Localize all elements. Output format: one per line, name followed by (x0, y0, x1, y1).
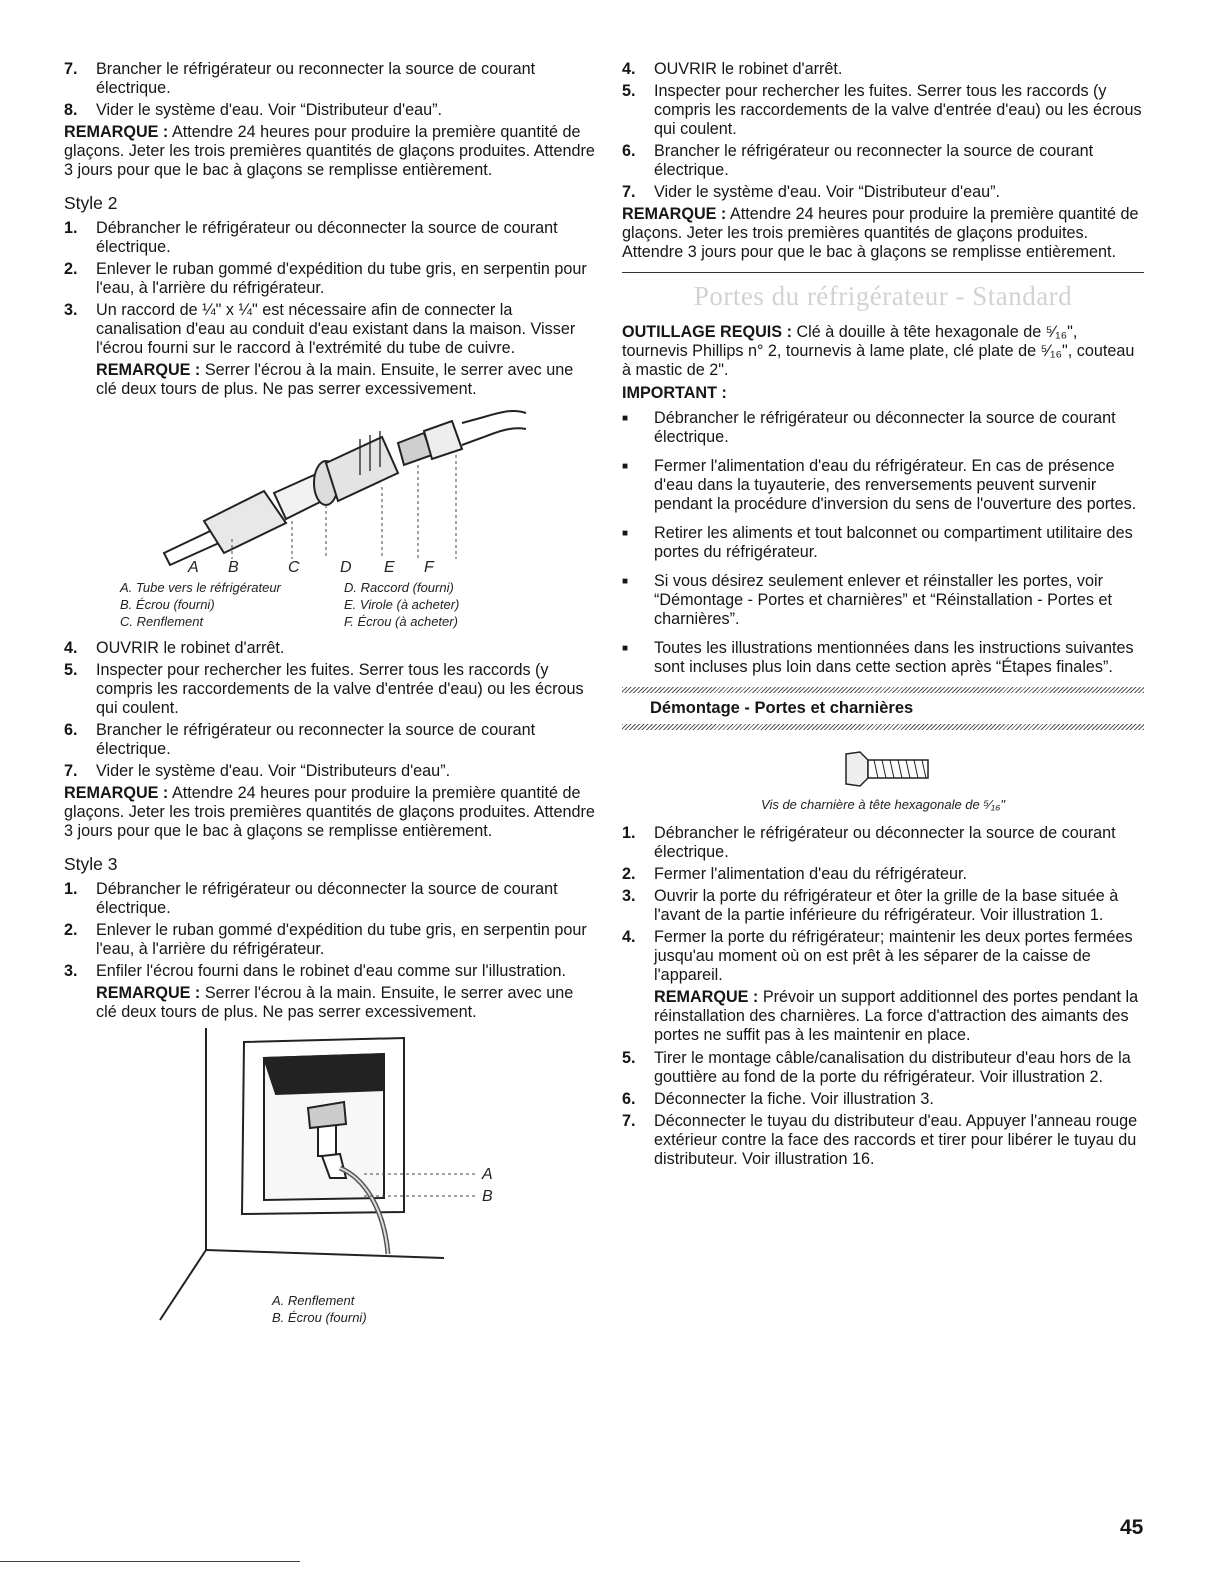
screw-caption: Vis de charnière à tête hexagonale de ⁵⁄₁₆" (761, 797, 1005, 812)
bullet-item: ■ Débrancher le réfrigérateur ou déconnecter la source de courant électrique. (622, 409, 1116, 446)
list-item: 4. OUVRIR le robinet d'arrêt. (622, 60, 843, 78)
right-column (622, 60, 1144, 1172)
section-heading: Portes du réfrigérateur - Standard (693, 281, 1073, 311)
square-bullet-icon: ■ (622, 413, 629, 424)
callout-b: B (228, 559, 239, 576)
bullet-item: ■ Retirer les aliments et tout balconnet ou compartiment utilitaire des portes du réfrigérateur. (622, 524, 1133, 561)
list-item: 5. Tirer le montage câble/canalisation du distributeur d'eau hors de la gouttière au fond de la porte du réfrigérateur. Voir illustration 2. (622, 1049, 1131, 1086)
subsection-heading: Démontage - Portes et charnières (650, 699, 914, 717)
page-number: 45 (1120, 1516, 1144, 1539)
list-item: 4. OUVRIR le robinet d'arrêt. (64, 639, 285, 657)
compression-fitting-drawing (64, 403, 596, 573)
callout-c: C (288, 559, 300, 576)
remark: REMARQUE : Serrer l'écrou à la main. Ensuite, le serrer avec une clé deux tours de plus. Ne pas serrer excessivement. (96, 361, 574, 398)
callout-f: F (424, 559, 434, 576)
list-item: 7. Brancher le réfrigérateur ou reconnecter la source de courant électrique. (64, 60, 536, 97)
list-item: 6. Brancher le réfrigérateur ou reconnecter la source de courant électrique. (622, 142, 1094, 179)
square-bullet-icon: ■ (622, 528, 629, 539)
hatch-divider (622, 687, 1144, 693)
water-valve-drawing (64, 1028, 596, 1328)
list-item: 1. Débrancher le réfrigérateur ou déconnecter la source de courant électrique. (64, 219, 558, 256)
list-item: 7. Vider le système d'eau. Voir “Distributeurs d'eau”. (64, 762, 451, 780)
tools-required: OUTILLAGE REQUIS : Clé à douille à tête hexagonale de ⁵⁄₁₆", tournevis Phillips n° 2, tournevis à lame plate, clé plate de ⁵⁄₁₆", couteau à mastic de 2". (622, 323, 1135, 379)
list-item: 7. Vider le système d'eau. Voir “Distributeur d'eau”. (622, 183, 1000, 201)
style-3-heading: Style 3 (64, 854, 118, 874)
list-item: 3. Ouvrir la porte du réfrigérateur et ôter la grille de la base située à l'avant de la partie inférieure du réfrigérateur. Voir illustration 1. (622, 887, 1119, 924)
list-item: 3. Un raccord de ¼" x ¼" est nécessaire afin de connecter la canalisation d'eau au conduit d'eau existant dans la maison. Visser l'écrou fourni sur le raccord à l'extrémité du tube de cuivre. (64, 301, 576, 357)
water-valve-illustration (64, 1028, 596, 1328)
list-item: 6. Déconnecter la fiche. Voir illustration 3. (622, 1090, 934, 1108)
style-2-heading: Style 2 (64, 193, 118, 213)
remark: REMARQUE : Serrer l'écrou à la main. Ensuite, le serrer avec une clé deux tours de plus. Ne pas serrer excessivement. (96, 984, 574, 1021)
caption-group: D. Raccord (fourni) E. Virole (à acheter) F. Écrou (à acheter) (344, 580, 460, 629)
list-item: 2. Enlever le ruban gommé d'expédition du tube gris, en serpentin pour l'eau, à l'arrière du réfrigérateur. (64, 921, 587, 958)
screw-illustration (622, 748, 1144, 824)
footer-rule (0, 1561, 300, 1562)
left-column (64, 60, 596, 1328)
list-item: 2. Enlever le ruban gommé d'expédition du tube gris, en serpentin pour l'eau, à l'arrière du réfrigérateur. (64, 260, 587, 297)
callout-a: A (188, 559, 199, 576)
callout-b: B (482, 1188, 493, 1205)
list-item: 8. Vider le système d'eau. Voir “Distributeur d'eau”. (64, 101, 442, 119)
callout-d: D (340, 559, 352, 576)
remark: REMARQUE : Attendre 24 heures pour produire la première quantité de glaçons. Jeter les trois premières quantités de glaçons produites. Attendre 3 jours pour que le bac à glaçons se remplisse entièrement. (64, 123, 595, 179)
caption-group: A. Tube vers le réfrigérateur B. Écrou (fourni) C. Renflement (120, 580, 281, 629)
fitting-illustration (64, 403, 596, 639)
remark: REMARQUE : Prévoir un support additionnel des portes pendant la réinstallation des charnières. La force d'attraction des aimants des portes ne suffit pas à les maintenir en place. (654, 988, 1139, 1044)
important-heading: IMPORTANT : (622, 384, 727, 402)
list-item: 3. Enfiler l'écrou fourni dans le robinet d'eau comme sur l'illustration. (64, 962, 566, 980)
remark: REMARQUE : Attendre 24 heures pour produire la première quantité de glaçons. Jeter les trois premières quantités de glaçons produites. Attendre 3 jours pour que le bac à glaçons se remplisse entièrement. (622, 205, 1139, 261)
list-item: 6. Brancher le réfrigérateur ou reconnecter la source de courant électrique. (64, 721, 536, 758)
bullet-item: ■ Fermer l'alimentation d'eau du réfrigérateur. En cas de présence d'eau dans la tuyauterie, des renversements peuvent survenir pendant la procédure d'inversion du sens de l'ouverture des portes. (622, 457, 1137, 513)
list-item: 5. Inspecter pour rechercher les fuites. Serrer tous les raccords (y compris les raccordements de la valve d'entrée d'eau) ou les écrous qui coulent. (622, 82, 1142, 138)
square-bullet-icon: ■ (622, 643, 629, 654)
list-item: 2. Fermer l'alimentation d'eau du réfrigérateur. (622, 865, 967, 883)
hatch-divider (622, 724, 1144, 730)
remark: REMARQUE : Attendre 24 heures pour produire la première quantité de glaçons. Jeter les trois premières quantités de glaçons produites. Attendre 3 jours pour que le bac à glaçons se remplisse entièrement. (64, 784, 595, 840)
bullet-item: ■ Si vous désirez seulement enlever et réinstaller les portes, voir “Démontage - Portes et charnières” et “Réinstallation - Portes et charnières”. (622, 572, 1112, 628)
square-bullet-icon: ■ (622, 576, 629, 587)
caption-group: A. Renflement B. Écrou (fourni) (272, 1293, 367, 1325)
list-item: 7. Déconnecter le tuyau du distributeur d'eau. Appuyer l'anneau rouge extérieur contre la face des raccords et tirer pour libérer le tuyau du distributeur. Voir illustration 16. (622, 1112, 1138, 1168)
list-item: 5. Inspecter pour rechercher les fuites. Serrer tous les raccords (y compris les raccordements de la valve d'entrée d'eau) ou les écrous qui coulent. (64, 661, 584, 717)
list-item: 4. Fermer la porte du réfrigérateur; maintenir les deux portes fermées jusqu'au moment où on est prêt à les séparer de la caisse de l'appareil. (622, 928, 1133, 984)
callout-a: A (482, 1166, 493, 1183)
bullet-item: ■ Toutes les illustrations mentionnées dans les instructions suivantes sont incluses plus loin dans cette section après “Étapes finales”. (622, 639, 1134, 676)
hex-screw-drawing (622, 748, 1144, 792)
callout-e: E (384, 559, 395, 576)
list-item: 1. Débrancher le réfrigérateur ou déconnecter la source de courant électrique. (622, 824, 1116, 861)
square-bullet-icon: ■ (622, 461, 629, 472)
section-divider (622, 272, 1144, 273)
list-item: 1. Débrancher le réfrigérateur ou déconnecter la source de courant électrique. (64, 880, 558, 917)
